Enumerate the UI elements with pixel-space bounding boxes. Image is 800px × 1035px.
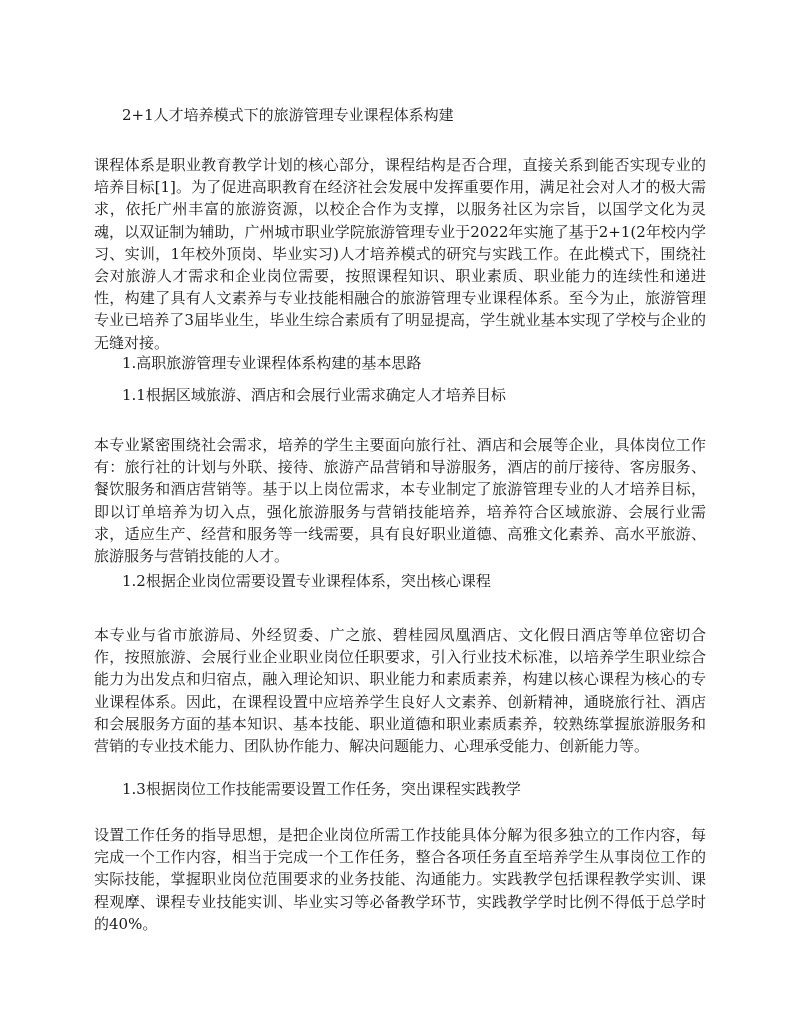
section-heading-1-3: 1.3根据岗位工作技能需要设置工作任务，突出课程实践教学	[122, 780, 521, 798]
section-1-3-paragraph: 设置工作任务的指导思想，是把企业岗位所需工作技能具体分解为很多独立的工作内容，每完成一个工作内容，相当于完成一个工作任务，整合各项任务直至培养学生从事岗位工作的实际技能，掌握职业岗位范围要求的业务技能、沟通能力。实践教学包括课程教学实训、课程观摩、课程专业技能实训、毕业实习等必备教学环节，实践教学学时比例不得低于总学时的40%。	[94, 826, 706, 933]
section-heading-1: 1.高职旅游管理专业课程体系构建的基本思路	[122, 354, 422, 372]
section-1-2-paragraph: 本专业与省市旅游局、外经贸委、广之旅、碧桂园凤凰酒店、文化假日酒店等单位密切合作，按照旅游、会展行业企业职业岗位任职要求，引入行业技术标准，以培养学生职业综合能力为出发点和归宿点，融入理论知识、职业能力和素质素养，构建以核心课程为核心的专业课程体系。因此，在课程设置中应培养学生良好人文素养、创新精神，通晓旅行社、酒店和会展服务方面的基本知识、基本技能、职业道德和职业素质素养，较熟练掌握旅游服务和营销的专业技术能力、团队协作能力、解决问题能力、心理承受能力、创新能力等。	[94, 626, 706, 756]
section-heading-1-2: 1.2根据企业岗位需要设置专业课程体系，突出核心课程	[122, 572, 491, 590]
intro-paragraph: 课程体系是职业教育教学计划的核心部分，课程结构是否合理，直接关系到能否实现专业的培养目标[1]。为了促进高职教育在经济社会发展中发挥重要作用，满足社会对人才的极大需求，依托广州丰富的旅游资源，以校企合作为支撑，以服务社区为宗旨，以国学文化为灵魂，以双证制为辅助，广州城市职业学院旅游管理专业于2022年实施了基于2+1(2年校内学习、实训，1年校外顶岗、毕业实习)人才培养模式的研究与实践工作。在此模式下，围绕社会对旅游人才需求和企业岗位需要，按照课程知识、职业素质、职业能力的连续性和递进性，构建了具有人文素养与专业技能相融合的旅游管理专业课程体系。至今为止，旅游管理专业已培养了3届毕业生，毕业生综合素质有了明显提高，学生就业基本实现了学校与企业的无缝对接。	[94, 156, 706, 352]
section-heading-1-1: 1.1根据区域旅游、酒店和会展行业需求确定人才培养目标	[122, 386, 506, 404]
section-1-1-paragraph: 本专业紧密围绕社会需求，培养的学生主要面向旅行社、酒店和会展等企业，具体岗位工作有：旅行社的计划与外联、接待、旅游产品营销和导游服务，酒店的前厅接待、客房服务、餐饮服务和酒店营销等。基于以上岗位需求，本专业制定了旅游管理专业的人才培养目标，即以订单培养为切入点，强化旅游服务与营销技能培养，培养符合区域旅游、会展行业需求，适应生产、经营和服务等一线需要，具有良好职业道德、高雅文化素养、高水平旅游、旅游服务与营销技能的人才。	[94, 436, 706, 566]
document-title: 2+1人才培养模式下的旅游管理专业课程体系构建	[122, 106, 454, 124]
